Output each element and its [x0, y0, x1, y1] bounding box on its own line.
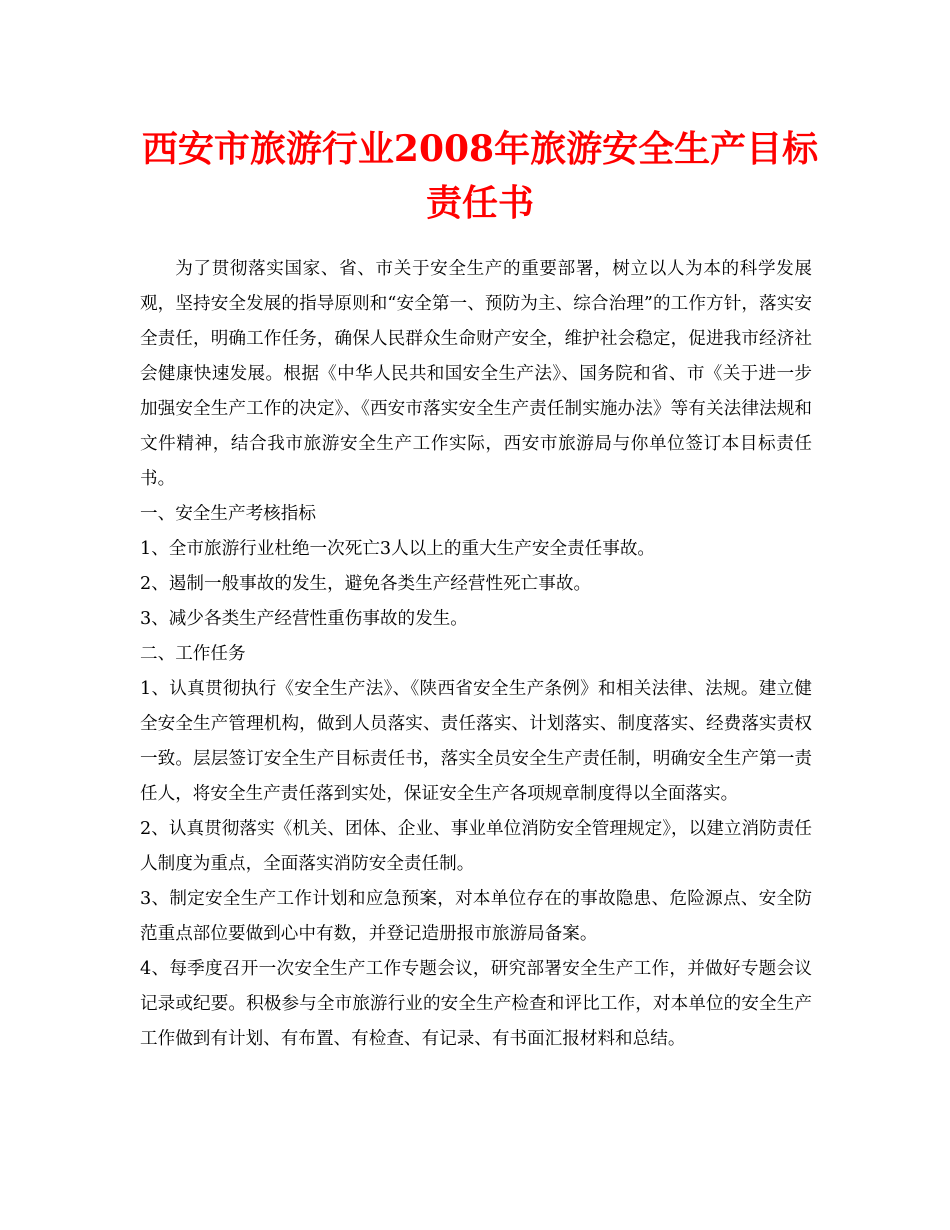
section-heading-tasks: 二、工作任务	[140, 644, 246, 664]
document-title: 西安市旅游行业2008年旅游安全生产目标责任书	[141, 128, 819, 224]
task-item-2: 2、认真贯彻落实《机关、团体、企业、事业单位消防安全管理规定》，以建立消防责任人制度为重点，全面落实消防安全责任制。	[140, 819, 812, 874]
section-heading-indicators: 一、安全生产考核指标	[140, 504, 316, 524]
indicator-item-2: 2、遏制一般事故的发生，避免各类生产经营性死亡事故。	[140, 574, 592, 594]
indicator-item-3: 3、减少各类生产经营性重伤事故的发生。	[140, 609, 468, 629]
task-item-1: 1、认真贯彻执行《安全生产法》、《陕西省安全生产条例》和相关法律、法规。建立健全安全生产管理机构，做到人员落实、责任落实、计划落实、制度落实、经费落实责权一致。层层签订安全生产目标责任书，落实全员安全生产责任制，明确安全生产第一责任人，将安全生产责任落到实处，保证安全生产各项规章制度得以全面落实。	[140, 679, 812, 804]
indicator-item-1: 1、全市旅游行业杜绝一次死亡3人以上的重大生产安全责任事故。	[140, 539, 656, 559]
task-item-3: 3、制定安全生产工作计划和应急预案，对本单位存在的事故隐患、危险源点、安全防范重点部位要做到心中有数，并登记造册报市旅游局备案。	[140, 889, 812, 944]
document-body	[140, 252, 812, 1057]
task-item-4: 4、每季度召开一次安全生产工作专题会议，研究部署安全生产工作，并做好专题会议记录或纪要。积极参与全市旅游行业的安全生产检查和评比工作，对本单位的安全生产工作做到有计划、有布置、有检查、有记录、有书面汇报材料和总结。	[140, 959, 812, 1049]
intro-paragraph: 为了贯彻落实国家、省、市关于安全生产的重要部署，树立以人为本的科学发展观，坚持安全发展的指导原则和“安全第一、预防为主、综合治理”的工作方针，落实安全责任，明确工作任务，确保人民群众生命财产安全，维护社会稳定，促进我市经济社会健康快速发展。根据《中华人民共和国安全生产法》、国务院和省、市《关于进一步加强安全生产工作的决定》、《西安市落实安全生产责任制实施办法》等有关法律法规和文件精神，结合我市旅游安全生产工作实际，西安市旅游局与你单位签订本目标责任书。	[140, 259, 812, 489]
